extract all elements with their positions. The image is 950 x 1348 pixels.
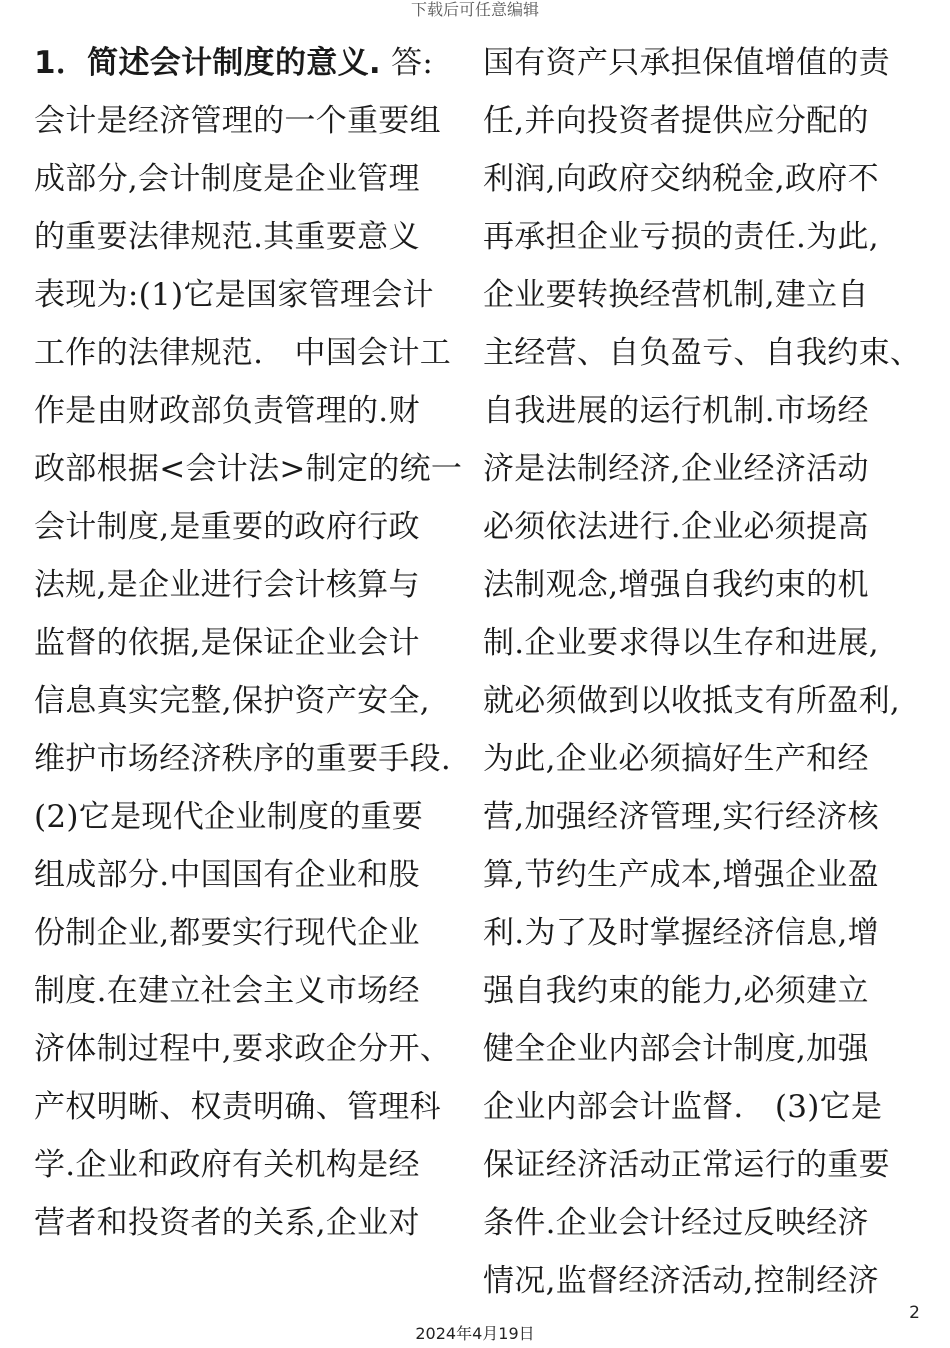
text-line: 制度.在建立社会主义市场经 [34,973,420,1009]
text-line: 作是由财政部负责管理的.财 [34,393,420,429]
text-line: (2)它是现代企业制度的重要 [34,799,424,835]
footer-date: 2024年4月19日 [415,1324,535,1343]
text-line: 工作的法律规范. 中国会计工 [34,335,452,371]
text-line: 利.为了及时掌握经济信息,增 [483,915,879,951]
text-line: 营者和投资者的关系,企业对 [34,1205,420,1241]
text-line: 情况,监督经济活动,控制经济 [483,1263,879,1299]
text-line: 制.企业要求得以生存和进展, [483,625,879,661]
text-line: 学.企业和政府有关机构是经 [34,1147,420,1183]
text-line: 表现为:(1)它是国家管理会计 [34,277,434,313]
text-line: 组成部分.中国国有企业和股 [34,857,420,893]
text-line: 法规,是企业进行会计核算与 [34,567,420,603]
text-line: 为此,企业必须搞好生产和经 [483,741,869,777]
text-line: 强自我约束的能力,必须建立 [483,973,869,1009]
text-line: 自我进展的运行机制.市场经 [483,393,869,429]
text-line: 济体制过程中,要求政企分开、 [34,1031,452,1067]
text-line: 会计制度,是重要的政府行政 [34,509,420,545]
text-line: 保证经济活动正常运行的重要 [483,1147,890,1183]
text-line: 健全企业内部会计制度,加强 [483,1031,869,1067]
text-line: 监督的依据,是保证企业会计 [34,625,420,661]
header-note: 下载后可任意编辑 [410,0,539,19]
text-line: 条件.企业会计经过反映经济 [483,1205,869,1241]
text-line: 产权明晰、权责明确、管理科 [34,1089,441,1125]
text-line: 维护市场经济秩序的重要手段. [34,741,452,777]
answer-label: 答: [391,45,434,81]
text-line: 成部分,会计制度是企业管理 [34,161,420,197]
right-column [483,34,929,1310]
question-heading-line [34,34,470,92]
left-column [34,34,470,1252]
text-line: 企业内部会计监督. (3)它是 [483,1089,883,1125]
question-heading: 1．简述会计制度的意义. [34,45,381,81]
text-line: 会计是经济管理的一个重要组 [34,103,441,139]
text-line: 就必须做到以收抵支有所盈利, [483,683,901,719]
text-line: 再承担企业亏损的责任.为此, [483,219,879,255]
text-line: 任,并向投资者提供应分配的 [483,103,869,139]
text-line: 济是法制经济,企业经济活动 [483,451,869,487]
page-number: 2 [909,1303,920,1323]
text-line: 算,节约生产成本,增强企业盈 [483,857,879,893]
text-line: 份制企业,都要实行现代企业 [34,915,420,951]
text-line: 利润,向政府交纳税金,政府不 [483,161,879,197]
text-line: 政部根据<会计法>制定的统一 [34,451,463,487]
text-line: 信息真实完整,保护资产安全, [34,683,430,719]
text-line: 的重要法律规范.其重要意义 [34,219,420,255]
text-line: 企业要转换经营机制,建立自 [483,277,869,313]
text-line: 主经营、自负盈亏、自我约束、 [483,335,922,371]
text-line: 法制观念,增强自我约束的机 [483,567,869,603]
text-line: 国有资产只承担保值增值的责 [483,45,890,81]
text-line: 营,加强经济管理,实行经济核 [483,799,879,835]
text-line: 必须依法进行.企业必须提高 [483,509,869,545]
